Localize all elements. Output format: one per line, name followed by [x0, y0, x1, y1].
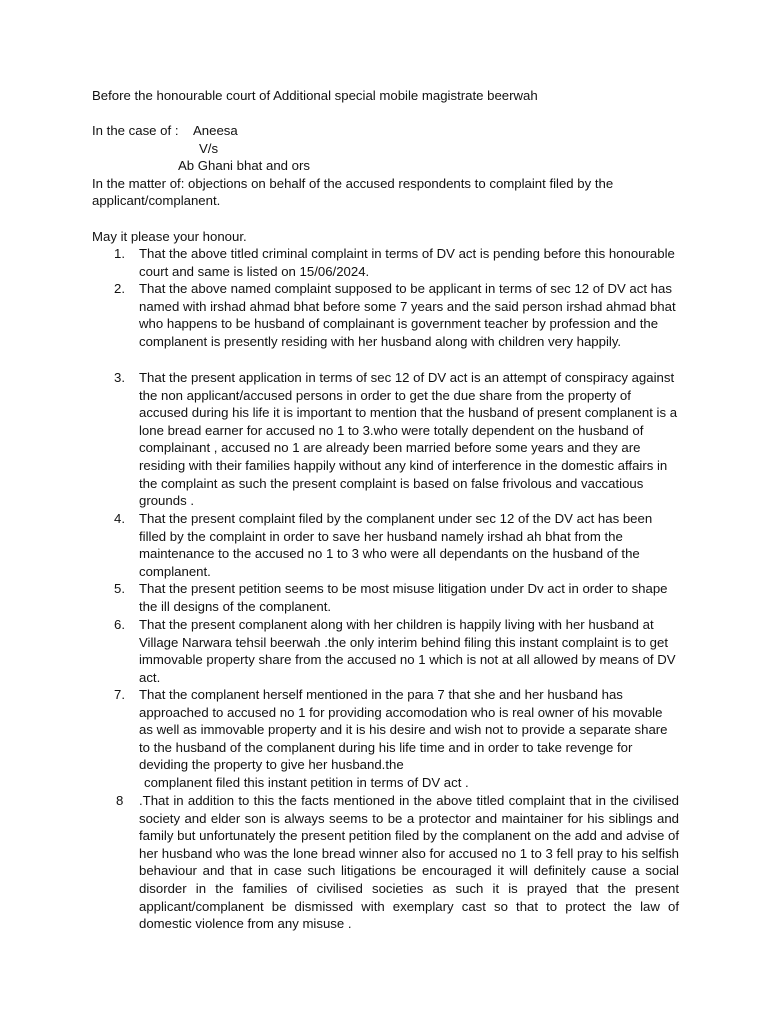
item-number: 2.	[114, 281, 125, 296]
respondent-name: Ab Ghani bhat and ors	[178, 158, 310, 173]
court-title: Before the honourable court of Additional special mobile magistrate beerwah	[92, 88, 538, 103]
case-label: In the case of :	[92, 123, 179, 138]
item-number: 6.	[114, 617, 125, 632]
item-number: 4.	[114, 511, 125, 526]
salutation: May it please your honour.	[92, 229, 247, 244]
item-text: That the present application in terms of sec 12 of DV act is an attempt of conspiracy against the non applicant/accused persons in order to get the due share from the property of accused during his life it is important to mention that the husband of present complanent is a lone bread earner for accused no 1 to 3.who were totally dependent on the husband of complainant , accused no 1 are already been married before some years and they are residing with their families happily without any kind of interference in the domestic affairs in the complaint as such the present complaint is based on false frivolous and vaccatious grounds .	[139, 370, 678, 509]
item-text: That the above titled criminal complaint in terms of DV act is pending before this honourable court and same is listed on 15/06/2024.	[139, 246, 675, 279]
item-text: That the present complaint filed by the complanent under sec 12 of the DV act has been filled by the complaint in order to save her husband namely irshad ah bhat from the maintenance to the accused no 1 to 3 who were all dependants on the husband of the complanent.	[139, 511, 653, 579]
item-text-main: That the complanent herself mentioned in the para 7 that she and her husband has approached to accused no 1 for providing accomodation who is real owner of his movable as well as immovable property and it is his desire and wish not to provide a separate share to the husband of the complanent during his life time and in order to take revenge for deviding the property to give her husband.the	[139, 687, 668, 773]
item-number: 3.	[114, 370, 125, 385]
item-number: 1.	[114, 246, 125, 261]
item-text-continuation: complanent filed this instant petition in terms of DV act .	[144, 774, 469, 790]
item-text	[139, 686, 679, 792]
item-number: 8	[116, 793, 124, 808]
item-text: That the present petition seems to be most misuse litigation under Dv act in order to shape the ill designs of the complanent.	[139, 581, 668, 614]
item-number: 7.	[114, 687, 125, 702]
item-text: That the present complanent along with her children is happily living with her husband at Village Narwara tehsil beerwah .the only interim behind filing this instant complaint is to get immovable property share from the accused no 1 which is not at all allowed by means of DV act.	[139, 617, 676, 685]
item-number: 5.	[114, 581, 125, 596]
versus-label: V/s	[199, 141, 219, 156]
matter-line-1: In the matter of: objections on behalf of the accused respondents to complaint filed by the	[92, 176, 614, 191]
item-text: .That in addition to this the facts mentioned in the above titled complaint that in the civilised society and elder son is always seems to be a protector and maintainer for his siblings and family but unfortunately the present petition filed by the complanent on the add and advise of her husband who was the lone bread winner also for accused no 1 to 3 fell pray to his selfish behaviour and that in case such litigations be encouraged it will definitely cause a social disorder in the families of civilised societies as such it is prayed that the present applicant/complanent be dismissed with exemplary cast so that to protect the law of domestic violence from any misuse .	[139, 793, 679, 932]
item-text: That the above named complaint supposed to be applicant in terms of sec 12 of DV act has named with irshad ahmad bhat before some 7 years and the said person irshad ahmad bhat who happens to be husband of complainant is government teacher by profession and the complanent is presently residing with her husband along with children very happily.	[139, 281, 676, 349]
matter-line-2: applicant/complanent.	[92, 193, 221, 208]
petitioner-name: Aneesa	[193, 123, 238, 138]
